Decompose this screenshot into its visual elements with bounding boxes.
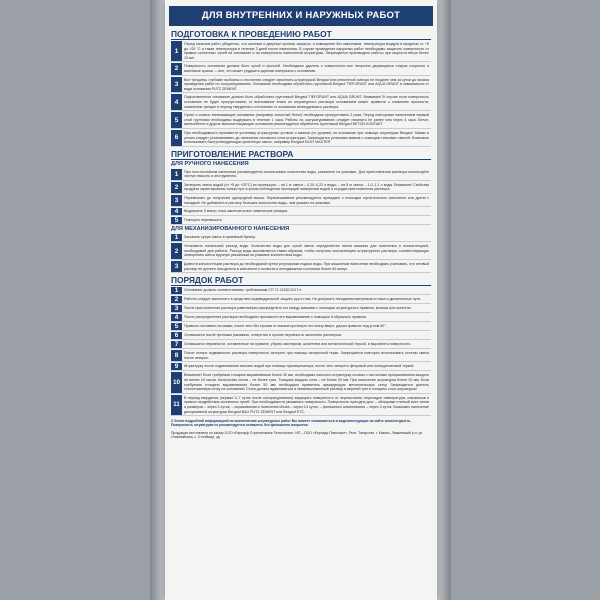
list-item (171, 363, 431, 371)
list-item (171, 77, 431, 94)
list-item (171, 112, 431, 129)
list-item (171, 169, 431, 181)
step-number: 3 (171, 305, 182, 312)
step-number: 1 (171, 234, 182, 241)
step-text: Внимание! Если требуемая толщина выравнивания более 30 мм, необходимо наносить штукатурку слоями с частичным просушиванием каждого не менее 24 часов. Количество слоев – не более трех. Толщина каждого слоя – не более 30 мм. При нанесении штукатурки более 20 мм. Если требуемая толщина выравнивания более 50 мм необходимо применять армирующую металлическую сетку. Запрещается крепить стеклотканевую сетку на основание! Сетка должна вдавливаться в свежевыложенный раствор в верхней трети толщины слоя штукатурки! (184, 373, 429, 392)
step-number: 3 (171, 77, 182, 93)
step-number: 3 (171, 195, 182, 206)
step-number: 5 (171, 323, 182, 330)
step-text: При необходимости произвести установку штукатурных уголков и маяков (по уровню) на основание при помощи штукатурки Bergauf. Маяки и уголки следует устанавливать до нанесения основного слоя штукатурки. Запрещается установка маяков с помощью гипсовых смесей. Возможно использовать быстротвердеющую цементную смесь, например Bergauf EASY MASTER. (184, 130, 429, 145)
step-text: Довести консистенцию раствора до необходимой путем регулировки подачи воды. При машинном нанесении необходимо учитывать, что готовый раствор не должен находиться в смесителе и шлангах в неподвижном состоянии более 60 минут. (184, 262, 429, 271)
list-item (171, 63, 431, 75)
list-item (171, 350, 431, 362)
step-number: 7 (171, 341, 182, 348)
list-item (171, 296, 431, 304)
step-text: Выдержать 5 минут, пока закончатся все химические реакции. (184, 209, 289, 214)
list-item (171, 287, 431, 295)
manual-subtitle: ДЛЯ РУЧНОГО НАНЕСЕНИЯ (171, 160, 249, 167)
step-number: 8 (171, 350, 182, 361)
list-item (171, 94, 431, 111)
step-text: Оставшиеся неровности, оставленные на правиле, убрать мастерком, шпателем или металлической теркой, и выровнять поверхность. (184, 342, 412, 347)
step-text: При толстослойном нанесении рекомендуется использовать количество воды, указанное на упаковке. Для приготовления раствора используйте чистую емкость и инструменты. (184, 169, 429, 179)
step-number: 9 (171, 363, 182, 370)
step-number: 1 (171, 41, 182, 61)
manual-list (165, 169, 437, 226)
step-number: 2 (171, 63, 182, 74)
step-text: Подготовленное основание должно быть обработано грунтовкой Bergauf TIEFGRUNT или AQUA GRUNT. Внимание! В случае если поверхность основания не будет прогрунтована, то впитывание влаги из штукатурного раствора основанием может привести к снижению прочности, появлению трещин в период твердения и отслоению от основания затвердевшего раствора. (184, 95, 429, 109)
step-text: В период твердения (первые 3–7 суток после оштукатуривания) защищать поверхность от пересыхания, перепадов температуры, сквозняков и прямого воздействия солнечных лучей. При необходимости увлажнять поверхность. Поверхность пригодна для: – облицовки плиткой всех типов и размеров – через 3 суток; – окрашивания и нанесения обоев – через 14 суток; – финишного шпатлевания – через 3 суток. Возможно нанесение декоративной штукатурки Bergauf BAU PUTZ ZEMENT или Bergauf ЕТС. (184, 395, 429, 414)
package-right-edge (437, 0, 451, 600)
list-item (171, 305, 431, 313)
list-item (171, 243, 431, 260)
footer-info-text: С более подробной информацией по выполнению штукатурных работ Вы можете ознакомиться в видеоинструкции на сайте www.bergauf.ru. Поверхность штукатурки не рекомендуется оставлять без финишного покрытия. (171, 419, 412, 428)
list-item (171, 41, 431, 62)
step-number: 2 (171, 243, 182, 259)
footer-info (171, 419, 431, 428)
list-item (171, 130, 431, 147)
list-item (171, 341, 431, 349)
prep-list (165, 41, 437, 147)
machine-subtitle: ДЛЯ МЕХАНИЗИРОВАННОГО НАНЕСЕНИЯ (171, 226, 290, 233)
section-order-title: ПОРЯДОК РАБОТ (171, 275, 431, 286)
list-item (171, 372, 431, 393)
step-text: Перед началом работ убедитесь, что оконные и дверные проемы закрыты, и помещение без сквозняков, температура воздуха в пределах от +5 до +25 °С и такая температура в течение 3 дней после нанесения. В случае проведения наружных работ необходимо защитить поверхность от прямых солнечных лучей на основание и на поверхность нанесенной штукатурки. Запрещается производить работы при скорости ветра более 10 м/с. (184, 42, 429, 60)
step-number: 5 (171, 217, 182, 224)
list-item (171, 217, 431, 225)
step-number: 2 (171, 296, 182, 303)
step-text: Правило поставить на маяки, после чего без отрыва от маяков протянуть его снизу вверх, держа правило под углом 60°. (184, 324, 387, 329)
step-text: Основание должно соответствовать требованиям СП 71.13330.2017 п. (184, 288, 303, 293)
step-text: Затворить смесь водой (от +5 до +25°С) из пропорции: – на 1 кг смеси – 0,20–0,22 л воды; – на 5 кг смеси – 1,0–1,1 л воды. Внимание! Свойства продукта гарантированы только при строгом соблюдении пропорций затворения водой и порядка приготовления раствора. (184, 182, 429, 192)
step-text: После распределения раствора необходимо произвести его выравнивание с помощью h-образного правила. (184, 315, 367, 320)
list-item (171, 234, 431, 242)
step-number: 3 (171, 261, 182, 272)
step-text: Оставшиеся после протяжки раковины, отверстия и прочие неровности заполнить раствором. (184, 333, 342, 338)
list-item (171, 195, 431, 207)
step-text: После потери подвижности раствора поверхность затереть при помощи затирочной терки. Запрещается повторно использовать остатки смеси после затирки. (184, 351, 429, 360)
list-item (171, 323, 431, 331)
machine-list (165, 234, 437, 273)
step-number: 6 (171, 332, 182, 339)
step-number: 2 (171, 182, 182, 193)
step-number: 5 (171, 112, 182, 128)
step-text: Сухие и сильно впитывающие основания (например ячеистый бетон) необходимо прогрунтовать 2 раза. Перед повторным нанесением первый слой грунтовки необходимо выдержать в течение 1 часа. Работы по оштукатуриванию следует начинать не ранее чем через 4 часа. Бетон, железобетон и другие малопоглощающие основания рекомендуется обработать грунтовкой Bergauf BETON KONTAKT. (184, 113, 429, 127)
package-left-edge (150, 0, 165, 600)
step-text: Все трещины, глубокие выбоины и отслоения следует заполнить штукатуркой Bergauf или ремонтной смесью не позднее чем за сутки до начала проведения работ по оштукатуриванию. Основание необходимо обработать грунтовкой Bergauf TIEFGRUNT или AQUA GRUNT в зависимости от вида основания PUTZ ZEMENT. (184, 77, 429, 91)
instruction-panel (165, 0, 437, 600)
step-number: 4 (171, 208, 182, 215)
step-number: 6 (171, 130, 182, 146)
list-item (171, 314, 431, 322)
step-number: 4 (171, 314, 182, 321)
step-number: 4 (171, 94, 182, 110)
step-number: 1 (171, 287, 182, 294)
step-text: После приготовления раствора равномерно распределить его между маяками с помощью штукатурного правила, кельмы или шпателя. (184, 306, 412, 311)
step-number: 1 (171, 169, 182, 180)
step-text: Штукатурку после подвяливания смочить водой при помощи пульверизатора, после чего затереть фетровой или полиуретановой теркой. (184, 364, 415, 369)
list-item (171, 395, 431, 416)
footer-maker: Продукция изготовлена по заказу ООО «Бергауф Строительные Технологии». ИП – ООО «Бергауф Поволжье», Респ. Татарстан, г. Казань, Лаишевский р-н, ул. Олимпийская, с. Столбище, зд. (171, 430, 424, 440)
step-text: Установить начальный расход воды. Количество воды для сухой смеси определяется типом машины для нанесения и консистенцией, необходимой для работы. Расход воды выставляется таким образом, чтобы получить консистенцию штукатурного раствора, соответствующую затворению смеси вручную указанным на упаковке количеством воды. (184, 244, 429, 258)
step-text: Поверхность основания должна быть сухой и прочной. Необходимо удалить с поверхности все непрочно держащиеся старые покрытия и масляные краски — все, что может ухудшить адгезию материала к основанию. (184, 64, 429, 73)
step-text: Повторно перемешать. (184, 218, 223, 223)
section-prep-title: ПОДГОТОВКА К ПРОВЕДЕНИЮ РАБОТ (171, 29, 431, 40)
section-mix-title: ПРИГОТОВЛЕНИЕ РАСТВОРА (171, 149, 431, 160)
usage-banner: ДЛЯ ВНУТРЕННИХ И НАРУЖНЫХ РАБОТ (169, 6, 433, 26)
list-item (171, 332, 431, 340)
step-number: 11 (171, 395, 182, 415)
list-item (171, 261, 431, 273)
step-text: Засыпать сухую смесь в приемный бункер. (184, 235, 257, 240)
step-text: Перемешать до получения однородной массы. Перемешивание рекомендуется проводить с помощью строительного смесителя или дрели с насадкой. Не добавлять в раствор большее количество воды, чем указано на упаковке. (184, 196, 429, 205)
list-item (171, 182, 431, 194)
list-item (171, 208, 431, 216)
step-text: Работы следует выполнять в средствах индивидуальной защиты рук и глаз. Не допускать попадания материала в глаза и дыхательные пути. (184, 297, 422, 302)
step-number: 10 (171, 372, 182, 392)
order-list (165, 287, 437, 416)
